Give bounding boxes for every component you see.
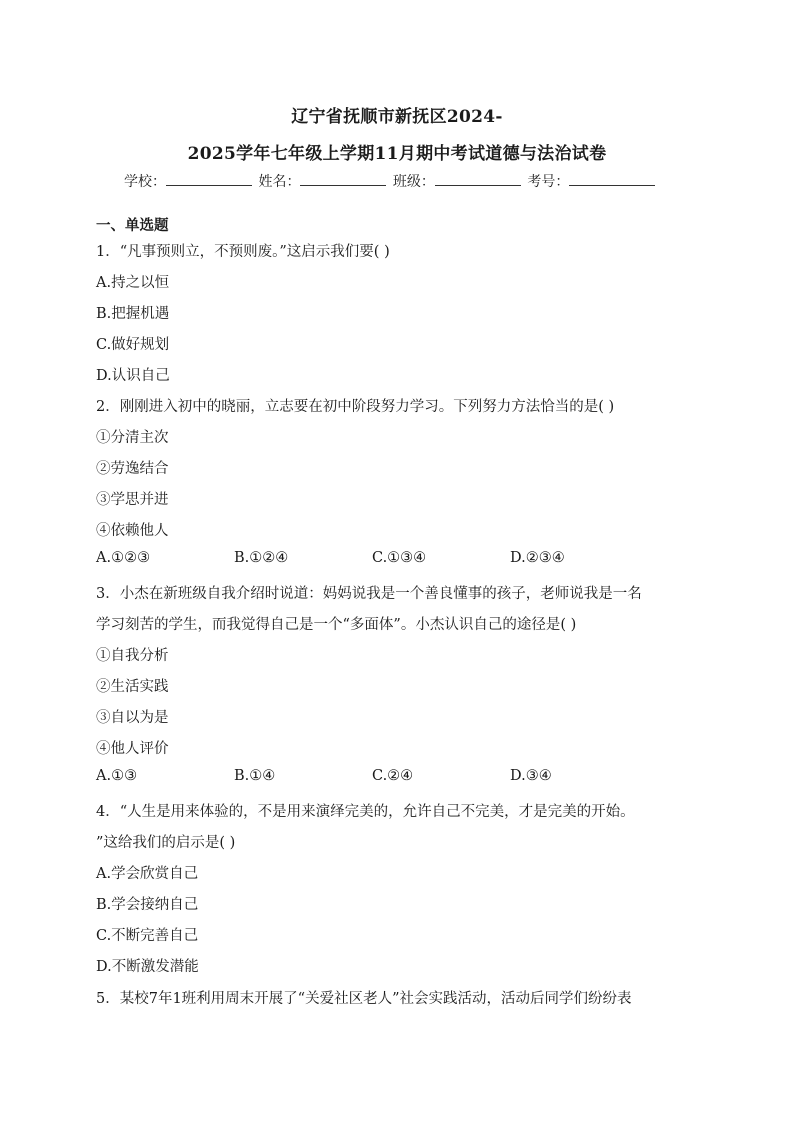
exam-number-label: 考号：: [527, 174, 570, 190]
question-2-item-2: ②劳逸结合: [96, 461, 169, 477]
school-label: 学校：: [124, 174, 166, 190]
name-label: 姓名：: [258, 174, 301, 190]
question-2-option-b: B.①②④: [234, 550, 289, 566]
question-4-option-a: A.学会欣赏自己: [96, 866, 199, 882]
student-info-row: [124, 171, 657, 191]
question-3-stem-line2: 学习刻苦的学生，而我觉得自己是一个“多面体”。小杰认识自己的途径是( ): [96, 617, 577, 633]
question-3-item-1: ①自我分析: [96, 648, 169, 664]
question-2-option-a: A.①②③: [96, 550, 151, 566]
question-1-option-a: A.持之以恒: [96, 275, 170, 291]
question-3-item-3: ③自以为是: [96, 710, 169, 726]
question-1-stem: 1．“凡事预则立，不预则废。”这启示我们要( ): [96, 244, 390, 260]
question-4-option-b: B.学会接纳自己: [96, 897, 199, 913]
question-2-item-3: ③学思并进: [96, 492, 169, 508]
question-5-stem-line1: 5．某校7年1班利用周末开展了“关爱社区老人”社会实践活动，活动后同学们纷纷表: [96, 991, 632, 1007]
question-3-item-2: ②生活实践: [96, 679, 169, 695]
question-2-stem: 2．刚刚进入初中的晓丽，立志要在初中阶段努力学习。下列努力方法恰当的是( ): [96, 399, 615, 415]
exam-title-line2: 2025学年七年级上学期11月期中考试道德与法治试卷: [187, 144, 607, 164]
class-label: 班级：: [392, 174, 435, 190]
question-2-option-c: C.①③④: [372, 550, 427, 566]
question-1-option-c: C.做好规划: [96, 337, 170, 353]
question-2-option-d: D.②③④: [510, 550, 565, 566]
question-2-item-1: ①分清主次: [96, 430, 169, 446]
question-4-stem-line2: ”这给我们的启示是( ): [96, 835, 236, 851]
question-4-option-c: C.不断完善自己: [96, 928, 199, 944]
section-title: 一、单选题: [96, 217, 169, 234]
question-3-option-d: D.③④: [510, 768, 552, 784]
question-3-option-c: C.②④: [372, 768, 414, 784]
exam-title-line1: 辽宁省抚顺市新抚区2024-: [291, 107, 503, 127]
question-1-option-d: D.认识自己: [96, 368, 170, 384]
question-3-option-a: A.①③: [96, 768, 138, 784]
name-blank[interactable]: [300, 173, 386, 186]
question-3-stem-line1: 3．小杰在新班级自我介绍时说道：妈妈说我是一个善良懂事的孩子，老师说我是一名: [96, 586, 642, 602]
school-blank[interactable]: [166, 173, 252, 186]
question-4-stem-line1: 4．“人生是用来体验的，不是用来演绎完美的，允许自己不完美，才是完美的开始。: [96, 804, 635, 820]
question-3-option-b: B.①④: [234, 768, 276, 784]
question-2-item-4: ④依赖他人: [96, 523, 169, 539]
question-1-option-b: B.把握机遇: [96, 306, 170, 322]
class-blank[interactable]: [435, 173, 521, 186]
question-4-option-d: D.不断激发潜能: [96, 959, 199, 975]
exam-number-blank[interactable]: [569, 173, 655, 186]
question-3-item-4: ④他人评价: [96, 741, 169, 757]
